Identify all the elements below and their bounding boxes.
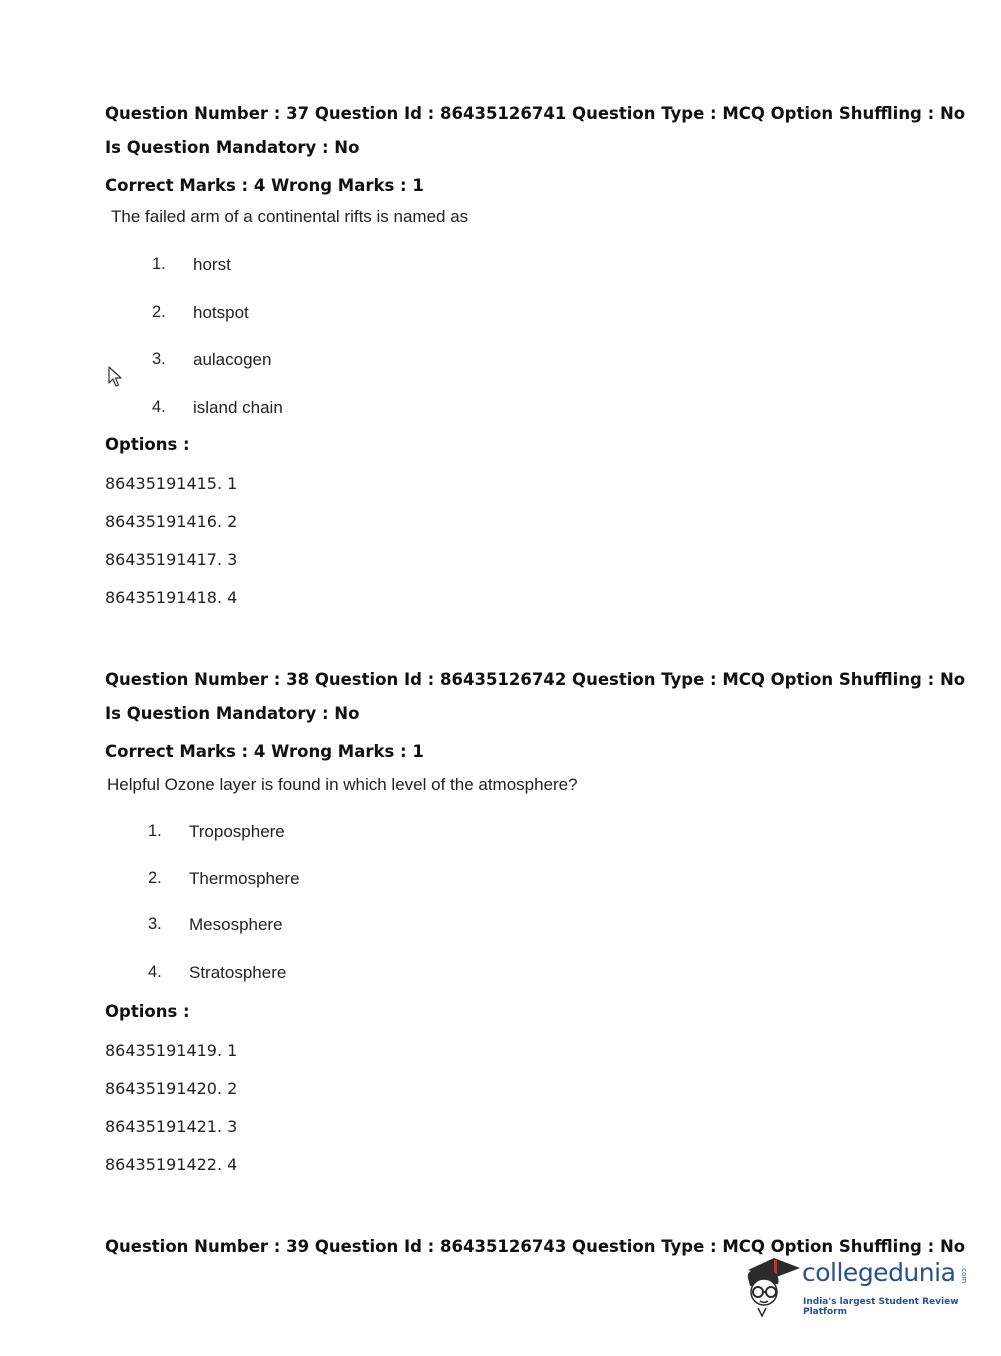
- q38-mandatory: Is Question Mandatory : No: [105, 704, 360, 723]
- q38-header: Question Number : 38 Question Id : 86435126742 Question Type : MCQ Option Shuffling : No: [105, 670, 966, 689]
- q37-option-id: 86435191417. 3: [105, 550, 238, 569]
- q37-choice-text: horst: [193, 255, 231, 274]
- q37-options-label: Options :: [105, 435, 190, 454]
- q38-choice-text: Thermosphere: [189, 869, 300, 888]
- q37-choice-number: 3.: [152, 350, 166, 368]
- q37-question-text: The failed arm of a continental rifts is named as: [111, 207, 469, 226]
- q38-choice-text: Mesosphere: [189, 915, 283, 934]
- q38-marks: Correct Marks : 4 Wrong Marks : 1: [105, 742, 424, 761]
- logo-tagline: India's largest Student Review Platform: [803, 1297, 959, 1317]
- q38-choice-number: 3.: [148, 915, 162, 933]
- q37-marks: Correct Marks : 4 Wrong Marks : 1: [105, 176, 424, 195]
- q37-mandatory: Is Question Mandatory : No: [105, 138, 360, 157]
- q38-choice-number: 4.: [148, 963, 162, 981]
- q39-header: Question Number : 39 Question Id : 86435126743 Question Type : MCQ Option Shuffling : No: [105, 1237, 966, 1256]
- q38-question-text: Helpful Ozone layer is found in which level of the atmosphere?: [107, 775, 578, 794]
- q37-choice-text: hotspot: [193, 303, 249, 322]
- q37-choice-text: island chain: [193, 398, 283, 417]
- logo-wordmark: collegedunia: [802, 1258, 956, 1287]
- q38-option-id: 86435191422. 4: [105, 1155, 238, 1174]
- q38-choice-number: 1.: [148, 822, 162, 840]
- q37-option-id: 86435191415. 1: [105, 474, 238, 493]
- student-mascot-icon: [740, 1256, 802, 1320]
- logo-domain-suffix: .com: [960, 1266, 968, 1284]
- q37-choice-number: 1.: [152, 255, 166, 273]
- q38-choice-text: Stratosphere: [189, 963, 287, 982]
- q38-option-id: 86435191419. 1: [105, 1041, 238, 1060]
- mouse-pointer-icon: [108, 366, 124, 388]
- q38-option-id: 86435191421. 3: [105, 1117, 238, 1136]
- q38-choice-number: 2.: [148, 869, 162, 887]
- q37-option-id: 86435191418. 4: [105, 588, 238, 607]
- q37-option-id: 86435191416. 2: [105, 512, 238, 531]
- q38-choice-text: Troposphere: [189, 822, 285, 841]
- q37-choice-text: aulacogen: [193, 350, 272, 369]
- q38-option-id: 86435191420. 2: [105, 1079, 238, 1098]
- q37-choice-number: 2.: [152, 303, 166, 321]
- q37-choice-number: 4.: [152, 398, 166, 416]
- collegedunia-logo: [740, 1256, 970, 1320]
- q38-options-label: Options :: [105, 1002, 190, 1021]
- q37-header: Question Number : 37 Question Id : 86435126741 Question Type : MCQ Option Shuffling : No: [105, 104, 966, 123]
